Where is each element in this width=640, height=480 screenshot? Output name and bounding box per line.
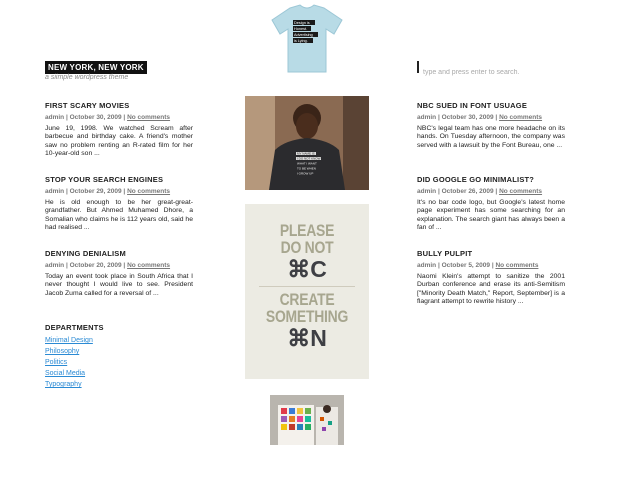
post-author: admin [45,114,65,121]
shirt-text-line: I GROW UP [297,171,314,176]
tshirt-text-line: Design is [294,21,310,25]
post-date: October 5, 2009 [441,262,491,269]
poster-line: SOMETHING [265,307,349,326]
shirt-text-line: TO BE WHEN [297,166,316,171]
poster-divider [259,286,355,287]
post-did-google-go-minimalist [417,175,565,233]
site-title[interactable]: NEW YORK, NEW YORK [45,61,147,74]
post-author: admin [417,188,437,195]
post-title[interactable]: NBC SUED IN FONT USUAGE [417,101,528,110]
post-meta: admin | October 20, 2009 | No comments [45,262,171,269]
post-author: admin [417,262,437,269]
post-date: October 26, 2009 [441,188,494,195]
shirt-text-line: MY NAME IS [297,151,315,156]
departments-list [45,337,93,392]
colorful-quilt-photo[interactable] [270,395,344,445]
post-excerpt: NBC's legal team has one more headache on its hands. On Tuesday afternoon, the company was served with a lawsuit by the Font Bureau, one ... [417,125,565,149]
tshirt-text-line: Advertising [294,33,313,37]
post-comments-link[interactable]: No comments [127,114,171,121]
post-title[interactable]: STOP YOUR SEARCH ENGINES [45,175,164,184]
post-stop-your-search-engines [45,175,193,233]
department-link[interactable]: Social Media [45,370,86,377]
post-date: October 30, 2009 [441,114,494,121]
post-title[interactable]: DID GOOGLE GO MINIMALIST? [417,175,535,184]
post-title[interactable]: BULLY PULPIT [417,249,473,258]
post-bully-pulpit [417,249,565,307]
tshirt-text-line: Honest. [294,27,308,31]
department-link[interactable]: Politics [45,359,68,366]
poster-image[interactable] [245,204,369,379]
shirt-text-line: I DO NOT KNOW [297,156,321,161]
post-comments-link[interactable]: No comments [127,262,171,269]
post-excerpt: June 19, 1998. We watched Scream after barbecue and birthday cake. A friend's mother saw no problem renting an R-rated film for her 10-year-old son ... [45,125,193,158]
boy-photo[interactable] [245,96,369,190]
poster-line: DO NOT [280,238,334,257]
post-nbc-sued [417,101,565,150]
post-date: October 30, 2009 [69,114,122,121]
post-excerpt: It's no bar code logo, but Google's latest home page experiment has some searching for an explanation. The search giant has always been a fan of ... [417,199,565,232]
shirt-text-line: WHAT I WANT [297,161,317,166]
site-tagline: a siimple wordpress theme [45,74,129,81]
search-box[interactable] [417,61,579,73]
departments-heading: DEPARTMENTS [45,323,104,332]
tshirt-text-line: is Lying. [294,39,308,43]
poster-line: PLEASE [279,221,335,240]
post-comments-link[interactable]: No comments [127,188,171,195]
post-author: admin [45,262,65,269]
post-comments-link[interactable]: No comments [495,262,539,269]
post-meta: admin | October 5, 2009 | No comments [417,262,539,269]
post-meta: admin | October 30, 2009 | No comments [417,114,543,121]
poster-line: CREATE [279,290,335,309]
post-comments-link[interactable]: No comments [499,188,543,195]
command-icon-c: ⌘C [287,256,327,282]
post-comments-link[interactable]: No comments [499,114,543,121]
post-date: October 20, 2009 [69,262,122,269]
post-first-scary-movies [45,101,193,159]
department-link[interactable]: Typography [45,381,82,388]
post-author: admin [45,188,65,195]
post-meta: admin | October 30, 2009 | No comments [45,114,171,121]
post-denying-denialism [45,249,193,298]
post-title[interactable]: FIRST SCARY MOVIES [45,101,130,110]
command-icon-n: ⌘N [287,325,327,351]
department-link[interactable]: Philosophy [45,348,80,355]
post-meta: admin | October 26, 2009 | No comments [417,188,543,195]
post-excerpt: Today an event took place in South Africa that I never thought I would live to see. President Jacob Zuma called for a reversal of ... [45,273,193,297]
department-link[interactable]: Minimal Design [45,337,93,344]
tshirt-image[interactable] [270,4,344,74]
post-excerpt: Naomi Klein's attempt to sanitize the 2001 Durban conference and erase its anti-Semitism ["Minority Death Match," Report, September] is a flagrant attempt to rewrite history ... [417,273,565,306]
post-title[interactable]: DENYING DENIALISM [45,249,126,258]
post-excerpt: He is old enough to be her great-great-grandfather. But Ahmed Muhamed Dhore, a Somalian who claims he is 112 years old, said he had realised ... [45,199,193,232]
post-date: October 29, 2009 [69,188,122,195]
search-input[interactable] [419,68,577,77]
post-meta: admin | October 29, 2009 | No comments [45,188,171,195]
post-author: admin [417,114,437,121]
